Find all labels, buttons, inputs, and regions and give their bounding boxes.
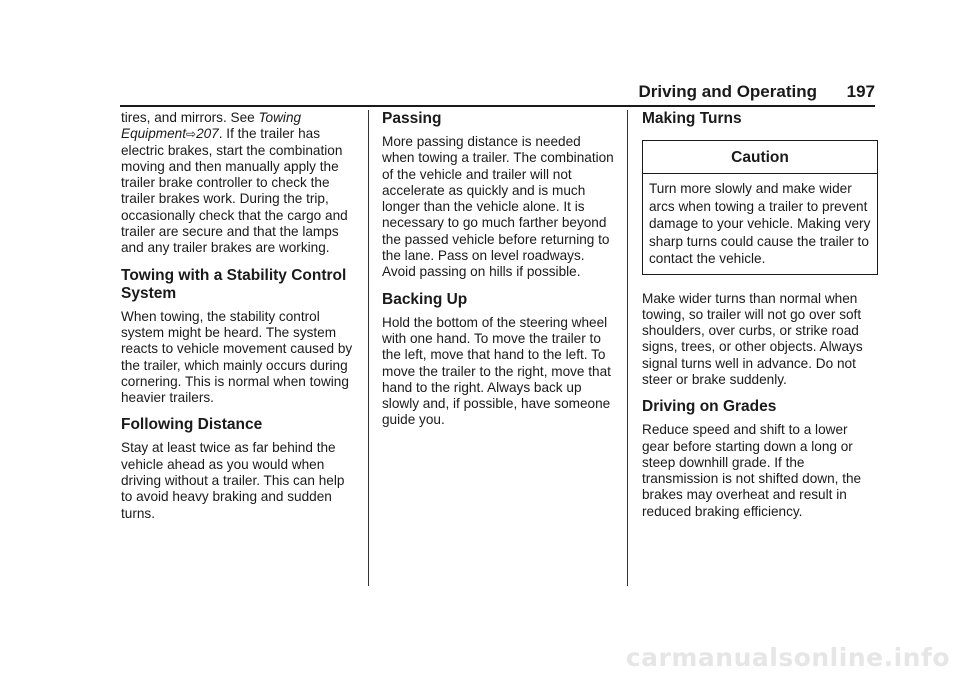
stability-paragraph: When towing, the stability control system might be heard. The system reacts to vehicle movement caused by the trailer, which mainly occurs during cornering. This is normal when towing heavier trailers.: [121, 308, 353, 406]
header-rule: [120, 105, 875, 107]
following-heading: Following Distance: [121, 416, 263, 434]
page-ref-arrow-icon: ⇨: [186, 127, 197, 142]
turns-paragraph: Make wider turns than normal when towing, so trailer will not go over soft shoulders, over curbs, or strike road signs, trees, or other objects. Always signal turns well in advance. Do not steer or brake suddenly.: [642, 290, 863, 387]
intro-paragraph: [121, 110, 353, 257]
grades-paragraph: Reduce speed and shift to a lower gear before starting down a long or steep downhill grade. If the transmission is not shifted down, the brakes may overheat and result in reduced braking efficiency.: [642, 422, 862, 519]
column-1: [121, 110, 353, 530]
grades-heading: Driving on Grades: [642, 398, 777, 416]
column-3: [642, 110, 878, 528]
towing-equipment-link[interactable]: Towing Equipment: [121, 110, 302, 142]
backing-heading: Backing Up: [382, 290, 468, 308]
page-number: 197: [846, 82, 875, 101]
page-ref-number[interactable]: 207: [196, 126, 219, 142]
caution-text: Turn more slowly and make wider arcs when towing a trailer to prevent damage to your vehicle. Making very sharp turns could cause the trailer to contact the vehicle.: [649, 181, 871, 266]
page-header: [120, 82, 875, 106]
column-divider: [627, 110, 628, 586]
section-title: Driving and Operating: [638, 82, 817, 101]
column-2: [382, 110, 614, 437]
backing-paragraph: Hold the bottom of the steering wheel with one hand. To move the trailer to the left, move that hand to the left. To move the trailer to the right, move that hand to the right. Always back up slowly and, if possible, have someone guide you.: [382, 314, 611, 428]
watermark: carmanualsonline.info: [625, 643, 950, 672]
caution-box: [642, 140, 878, 275]
intro-text-b: . If the trailer has electric brakes, start the combination moving and then manually apply the trailer brake controller to check the trailer brakes work. During the trip, occasionally check that the cargo and trailer are secure and that the lamps and any trailer brakes are working.: [121, 126, 348, 256]
caution-title: Caution: [643, 141, 877, 174]
following-paragraph: Stay at least twice as far behind the vehicle ahead as you would when driving without a trailer. This can help to avoid heavy braking and sudden turns.: [121, 440, 345, 521]
intro-text-a: tires, and mirrors. See: [121, 110, 259, 125]
column-divider: [368, 110, 369, 586]
passing-heading: Passing: [382, 110, 442, 127]
turns-heading: Making Turns: [642, 110, 742, 127]
passing-paragraph: More passing distance is needed when towing a trailer. The combination of the vehicle and trailer will not accelerate as quickly and is much longer than the vehicle alone. It is necessary to go much farther beyond the passed vehicle before returning to the lane. Pass on level roadways. Avoid passing on hills if possible.: [382, 134, 614, 280]
stability-heading: Towing with a Stability Control System: [121, 266, 347, 302]
